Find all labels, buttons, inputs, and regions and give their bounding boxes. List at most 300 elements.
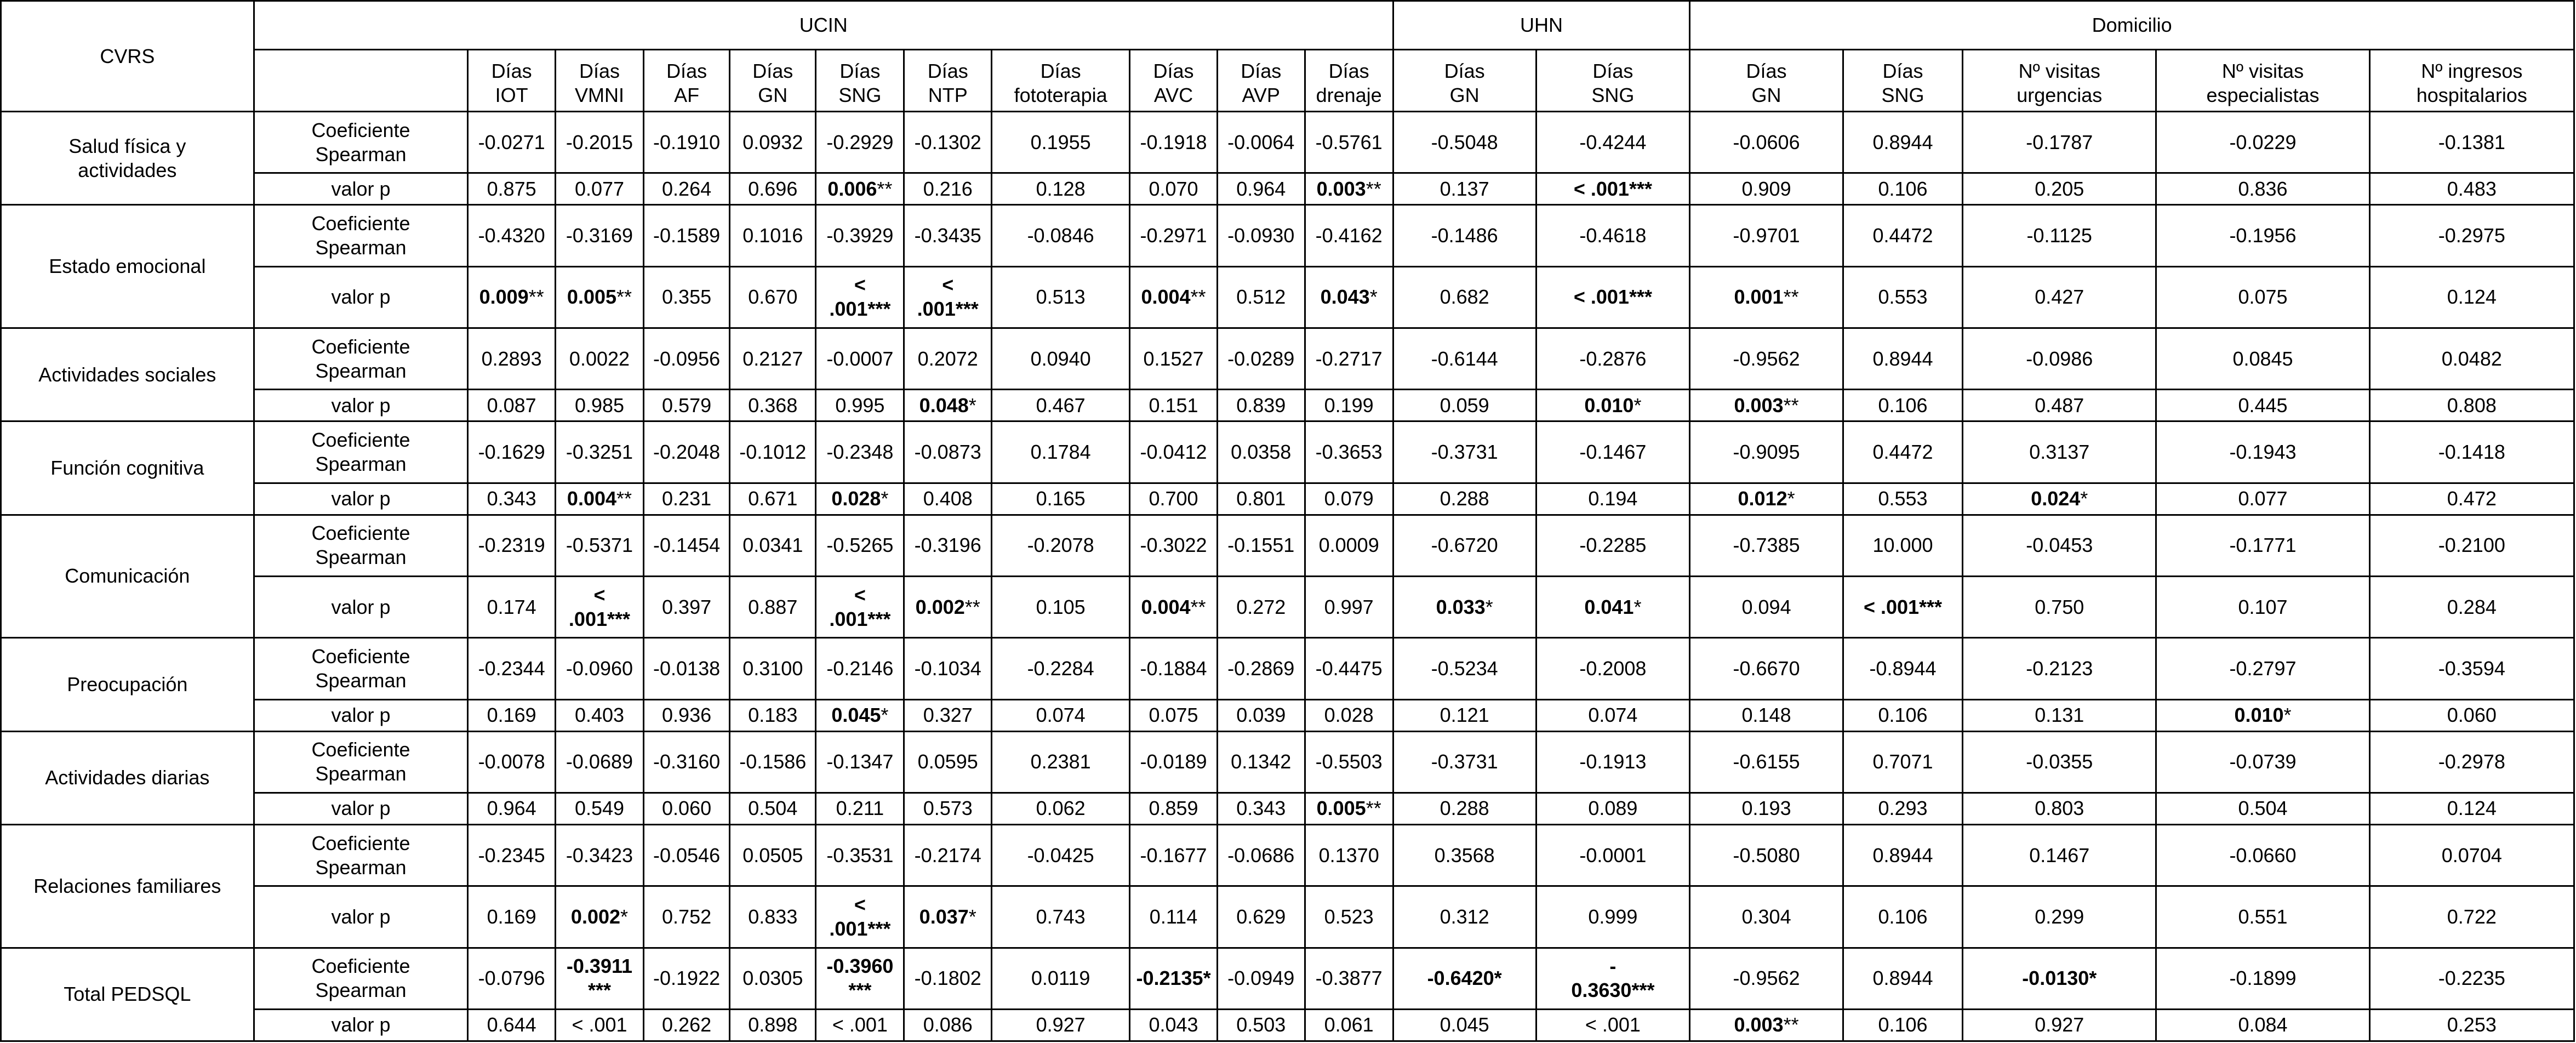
value-cell [904, 948, 992, 1009]
value-cell [1217, 173, 1305, 205]
value-cell [1393, 421, 1536, 483]
cell-value: 0.397 [662, 595, 712, 618]
cell-value: 0.671 [748, 487, 798, 510]
significance-marker: ** [1783, 286, 1799, 309]
significance-marker: ** [528, 286, 544, 309]
cell-value: -0.2015 [566, 130, 633, 153]
value-cell [1536, 515, 1690, 576]
value-cell [1217, 421, 1305, 483]
cell-value: 0.045 [831, 704, 881, 727]
value-cell [1217, 328, 1305, 389]
value-cell [2369, 173, 2574, 205]
cell-value: 0.0704 [2441, 843, 2502, 867]
value-cell [1130, 638, 1218, 699]
cell-value: 0.106 [1878, 1013, 1928, 1036]
column-header-line: Días [927, 60, 968, 83]
cell-value: -0.2929 [826, 130, 894, 153]
significance-marker: * [620, 905, 629, 928]
cell-value: 0.803 [2035, 797, 2084, 820]
significance-marker: * [968, 394, 976, 417]
cell-value: -0.3911 [566, 955, 633, 978]
value-cell [556, 390, 644, 421]
value-cell [1217, 390, 1305, 421]
cell-value: -0.0229 [2229, 130, 2297, 153]
cell-value: 0.003 [1734, 394, 1784, 417]
value-cell [2156, 205, 2369, 266]
table-row-pvalue [1, 483, 2574, 515]
column-header [1217, 50, 1305, 112]
column-header-line: SNG [1881, 84, 1924, 107]
cell-value: 0.169 [487, 905, 536, 928]
value-cell [1217, 886, 1305, 948]
cell-value: 0.114 [1149, 905, 1198, 928]
cell-value: 0.216 [923, 177, 973, 200]
cell-value: 0.086 [923, 1013, 973, 1036]
cell-value: 0.304 [1741, 905, 1791, 928]
cell-value: 0.137 [1440, 177, 1489, 200]
column-header-line: Días [1040, 60, 1081, 83]
cell-value: -0.3423 [566, 843, 633, 867]
value-cell [1130, 576, 1218, 637]
value-cell [1130, 948, 1218, 1009]
cell-value: 0.107 [2238, 595, 2288, 618]
value-cell [904, 699, 992, 731]
value-cell [2369, 266, 2574, 328]
value-cell [556, 731, 644, 793]
value-cell [1217, 793, 1305, 824]
value-cell [1536, 824, 1690, 886]
value-cell [643, 638, 729, 699]
value-cell [468, 390, 556, 421]
cell-value: -0.4244 [1579, 130, 1647, 153]
value-cell [1690, 793, 1843, 824]
cell-value: -0.2008 [1579, 657, 1647, 680]
cell-value: 0.355 [662, 286, 712, 309]
value-cell [468, 205, 556, 266]
pvalue-label: valor p [254, 576, 468, 637]
value-cell [1963, 699, 2156, 731]
value-cell [1305, 515, 1393, 576]
value-cell [1305, 173, 1393, 205]
cell-value: -0.0956 [653, 347, 721, 370]
significance-marker: *** [587, 979, 611, 1002]
value-cell [643, 205, 729, 266]
cell-value: 0.682 [1440, 286, 1489, 309]
column-header-line: AVC [1153, 84, 1193, 107]
value-cell [1843, 421, 1962, 483]
cell-value: -0.0846 [1027, 224, 1094, 247]
value-cell [904, 515, 992, 576]
cell-value: 0.043 [1149, 1013, 1198, 1036]
value-cell [1536, 699, 1690, 731]
significance-marker: *** [607, 607, 631, 630]
cell-value: 0.999 [1588, 905, 1638, 928]
value-cell [1963, 328, 2156, 389]
value-cell [556, 328, 644, 389]
cell-value: -0.3022 [1140, 534, 1207, 557]
row-label: Actividades sociales [1, 328, 254, 421]
cell-value: 0.059 [1440, 394, 1489, 417]
cell-value: 0.801 [1236, 487, 1286, 510]
value-cell [1536, 731, 1690, 793]
cell-value: -0.2284 [1027, 657, 1094, 680]
row-label: Total PEDSQL [1, 948, 254, 1041]
cell-value: 0.288 [1440, 487, 1489, 510]
table-row-coef [1, 112, 2574, 173]
cell-value: -0.9095 [1733, 440, 1800, 463]
cell-value: -0.0289 [1227, 347, 1295, 370]
cell-value: 0.0009 [1318, 534, 1379, 557]
cell-value: 0.503 [1236, 1013, 1286, 1036]
value-cell [1963, 638, 2156, 699]
value-cell [1536, 948, 1690, 1009]
cell-value: -0.0130 [2022, 967, 2089, 990]
value-cell [1130, 515, 1218, 576]
cell-value: 0.003 [1316, 177, 1366, 200]
value-cell [2156, 515, 2369, 576]
cell-value: -0.1381 [2438, 130, 2505, 153]
cell-value: 0.343 [1236, 797, 1286, 820]
cell-value: -0.1012 [739, 440, 807, 463]
row-label: Relaciones familiares [1, 824, 254, 948]
value-cell [2156, 886, 2369, 948]
significance-marker: ** [964, 595, 980, 618]
table-row-pvalue [1, 793, 2574, 824]
cell-value: -0.0425 [1027, 843, 1094, 867]
cell-value: 0.089 [1588, 797, 1638, 820]
cell-value: -0.2975 [2438, 224, 2505, 247]
column-header [1305, 50, 1393, 112]
cell-value: -0.1467 [1579, 440, 1647, 463]
cell-value: 0.368 [748, 394, 798, 417]
column-header-line: urgencias [2017, 84, 2103, 107]
coef-label: Coeficiente Spearman [254, 421, 468, 483]
cell-value: < .001 [572, 1013, 627, 1036]
cell-value: -0.0189 [1140, 750, 1207, 773]
cell-value: 0.003 [1734, 1013, 1784, 1036]
cell-value: 0.004 [1141, 286, 1191, 309]
value-cell [816, 112, 904, 173]
cell-value: 0.288 [1440, 797, 1489, 820]
cell-value: -0.2078 [1027, 534, 1094, 557]
value-cell [556, 886, 644, 948]
value-cell [1393, 886, 1536, 948]
value-cell [1217, 205, 1305, 266]
value-cell [1963, 1009, 2156, 1041]
significance-marker: ** [1190, 595, 1206, 618]
significance-marker: *** [867, 917, 891, 940]
value-cell [730, 1009, 816, 1041]
value-cell [1963, 173, 2156, 205]
cell-value: -0.0660 [2229, 843, 2297, 867]
cell-value: 0.553 [1878, 286, 1928, 309]
cell-value: 0.004 [1141, 595, 1191, 618]
table-row-coef [1, 421, 2574, 483]
coef-label: Coeficiente Spearman [254, 112, 468, 173]
cell-value: 0.074 [1036, 704, 1086, 727]
cell-value: 10.000 [1872, 534, 1933, 557]
value-cell [2369, 390, 2574, 421]
column-header-line: Días [1444, 60, 1485, 83]
cell-value: 0.060 [662, 797, 712, 820]
value-cell [1393, 948, 1536, 1009]
cell-value: 0.0119 [1031, 967, 1090, 990]
cell-value: -0.1551 [1227, 534, 1295, 557]
significance-marker: ** [616, 286, 632, 309]
cell-value: 0.1467 [2029, 843, 2090, 867]
value-cell [468, 112, 556, 173]
value-cell [468, 328, 556, 389]
cell-value: 0.041 [1584, 595, 1634, 618]
table-row-pvalue [1, 699, 2574, 731]
table-row-coef [1, 731, 2574, 793]
cell-value: -0.0064 [1227, 130, 1295, 153]
column-header-line: drenaje [1316, 84, 1382, 107]
cell-value: -0.3196 [914, 534, 981, 557]
cell-value: -0.2717 [1315, 347, 1383, 370]
cell-value: -0.1913 [1579, 750, 1647, 773]
value-cell [1690, 1009, 1843, 1041]
cell-value: 0.293 [1878, 797, 1928, 820]
value-cell [1305, 638, 1393, 699]
cell-value: -0.1899 [2229, 967, 2297, 990]
column-header-line: Nº visitas [2018, 60, 2100, 83]
value-cell [1536, 793, 1690, 824]
value-cell [468, 515, 556, 576]
value-cell [730, 173, 816, 205]
value-cell [643, 948, 729, 1009]
value-cell [1536, 173, 1690, 205]
column-header-line: GN [1751, 84, 1781, 107]
value-cell [1393, 390, 1536, 421]
cell-value: -0.0930 [1227, 224, 1295, 247]
cell-value: 0.512 [1236, 286, 1286, 309]
cell-value: -0.5234 [1431, 657, 1498, 680]
value-cell [2156, 699, 2369, 731]
value-cell [468, 1009, 556, 1041]
value-cell [816, 886, 904, 948]
value-cell [1963, 390, 2156, 421]
cell-value: 0.106 [1878, 394, 1928, 417]
cell-value: -0.3653 [1315, 440, 1383, 463]
row-label: Preocupación [1, 638, 254, 731]
value-cell [1217, 1009, 1305, 1041]
column-header [992, 50, 1130, 112]
cell-value: 0.211 [836, 797, 884, 820]
value-cell [556, 699, 644, 731]
cell-value: -0.3960 [826, 955, 894, 978]
column-header [2369, 50, 2574, 112]
cell-value: 0.106 [1878, 905, 1928, 928]
value-cell [1305, 266, 1393, 328]
significance-marker: ** [1190, 286, 1206, 309]
cell-value: -0.9562 [1733, 967, 1800, 990]
cell-value: 0.061 [1324, 1013, 1374, 1036]
significance-marker: * [1203, 967, 1211, 990]
cell-value: 0.165 [1036, 487, 1086, 510]
significance-marker: *** [1631, 979, 1655, 1002]
value-cell [468, 638, 556, 699]
value-cell [1963, 112, 2156, 173]
value-cell [904, 793, 992, 824]
value-cell [2156, 421, 2369, 483]
column-header [1393, 50, 1536, 112]
cell-value: < .001 [1585, 1013, 1641, 1036]
cell-value: 0.752 [662, 905, 712, 928]
value-cell [1305, 483, 1393, 515]
value-cell [1217, 824, 1305, 886]
cell-value: 0.045 [1440, 1013, 1489, 1036]
cell-value: 0.001 [1734, 286, 1784, 309]
value-cell [2369, 576, 2574, 637]
value-cell [730, 576, 816, 637]
value-cell [2156, 390, 2369, 421]
value-cell [2156, 576, 2369, 637]
cell-value: -0.1034 [914, 657, 981, 680]
value-cell [1963, 205, 2156, 266]
value-cell [816, 173, 904, 205]
cell-value: 0.4472 [1872, 224, 1933, 247]
cell-value: 0.005 [567, 286, 617, 309]
pvalue-label: valor p [254, 699, 468, 731]
cell-value: -0.0453 [2026, 534, 2093, 557]
cell-value: 0.0358 [1231, 440, 1292, 463]
cell-value: 0.8944 [1872, 967, 1933, 990]
value-cell [643, 173, 729, 205]
cell-value: -0.3531 [826, 843, 894, 867]
cell-value: -0.2344 [478, 657, 545, 680]
value-cell [556, 515, 644, 576]
cell-value: -0.0412 [1140, 440, 1207, 463]
significance-marker: * [968, 905, 976, 928]
value-cell [1536, 112, 1690, 173]
blank-subheader [254, 50, 468, 112]
value-cell [556, 824, 644, 886]
cell-value: -0.6670 [1733, 657, 1800, 680]
cell-value: -0.1302 [914, 130, 981, 153]
cell-value: -0.5265 [826, 534, 894, 557]
cell-value: 0.105 [1036, 595, 1086, 618]
value-cell [1536, 1009, 1690, 1041]
value-cell [1690, 824, 1843, 886]
cell-value: 0.048 [919, 394, 969, 417]
value-cell [1393, 112, 1536, 173]
value-cell [643, 266, 729, 328]
cell-value: 0.1370 [1318, 843, 1379, 867]
cell-value: -0.2285 [1579, 534, 1647, 557]
value-cell [904, 205, 992, 266]
value-cell [1130, 793, 1218, 824]
group-header-uhn: UHN [1393, 1, 1690, 50]
value-cell [2156, 112, 2369, 173]
value-cell [556, 948, 644, 1009]
cell-value: 0.839 [1236, 394, 1286, 417]
value-cell [1393, 638, 1536, 699]
value-cell [1130, 483, 1218, 515]
value-cell [1130, 266, 1218, 328]
cell-value: < .001 [832, 1013, 888, 1036]
cell-value: -0.4320 [478, 224, 545, 247]
value-cell [1305, 793, 1393, 824]
column-header-line: Días [1328, 60, 1369, 83]
cell-value: 0.205 [2035, 177, 2084, 200]
cell-value: 0.472 [2447, 487, 2497, 510]
column-header [2156, 50, 2369, 112]
cell-value: -0.1486 [1431, 224, 1498, 247]
value-cell [1130, 886, 1218, 948]
pvalue-label: valor p [254, 173, 468, 205]
value-cell [643, 699, 729, 731]
value-cell [1217, 576, 1305, 637]
cell-value: 0.148 [1741, 704, 1791, 727]
value-cell [730, 886, 816, 948]
value-cell [556, 266, 644, 328]
value-cell [468, 793, 556, 824]
value-cell [2369, 793, 2574, 824]
cell-value: -0.1802 [914, 967, 981, 990]
value-cell [1393, 731, 1536, 793]
table-row-pvalue [1, 886, 2574, 948]
value-cell [556, 173, 644, 205]
column-header-line: AVP [1242, 84, 1280, 107]
column-header-line: SNG [838, 84, 882, 107]
value-cell [1843, 638, 1962, 699]
column-header-line: Días [1153, 60, 1194, 83]
value-cell [992, 824, 1130, 886]
value-cell [1843, 390, 1962, 421]
cell-value: 0.408 [923, 487, 973, 510]
significance-marker: * [1633, 595, 1642, 618]
cell-value: 0.033 [1436, 595, 1486, 618]
cell-value: 0.074 [1588, 704, 1638, 727]
value-cell [643, 112, 729, 173]
value-cell [904, 731, 992, 793]
value-cell [2369, 699, 2574, 731]
cell-value: 0.299 [2035, 905, 2084, 928]
value-cell [1393, 1009, 1536, 1041]
cell-value: 0.131 [2035, 704, 2084, 727]
value-cell [1130, 205, 1218, 266]
cell-value: 0.183 [748, 704, 798, 727]
table-row-pvalue [1, 266, 2574, 328]
cell-value: 0.8944 [1872, 843, 1933, 867]
value-cell [1305, 948, 1393, 1009]
value-cell [730, 421, 816, 483]
value-cell [1690, 576, 1843, 637]
pvalue-label: valor p [254, 483, 468, 515]
cell-value: -0.1677 [1140, 843, 1207, 867]
value-cell [643, 328, 729, 389]
cell-value: -0.0986 [2026, 347, 2093, 370]
value-cell [730, 390, 816, 421]
cell-value: 0.2893 [481, 347, 542, 370]
cell-value: -0.6144 [1431, 347, 1498, 370]
cell-value: -0.2123 [2026, 657, 2093, 680]
value-cell [1963, 824, 2156, 886]
cell-value: 0.2072 [917, 347, 978, 370]
value-cell [904, 638, 992, 699]
column-header-line: Días [491, 60, 532, 83]
value-cell [816, 731, 904, 793]
value-cell [1217, 948, 1305, 1009]
significance-marker: *** [1629, 286, 1652, 309]
significance-marker: ** [616, 487, 632, 510]
cell-value: -0.3169 [566, 224, 633, 247]
value-cell [1130, 699, 1218, 731]
cell-value: 0.2127 [742, 347, 803, 370]
cell-value: 0.253 [2447, 1013, 2497, 1036]
cell-value: 0.504 [2238, 797, 2288, 820]
